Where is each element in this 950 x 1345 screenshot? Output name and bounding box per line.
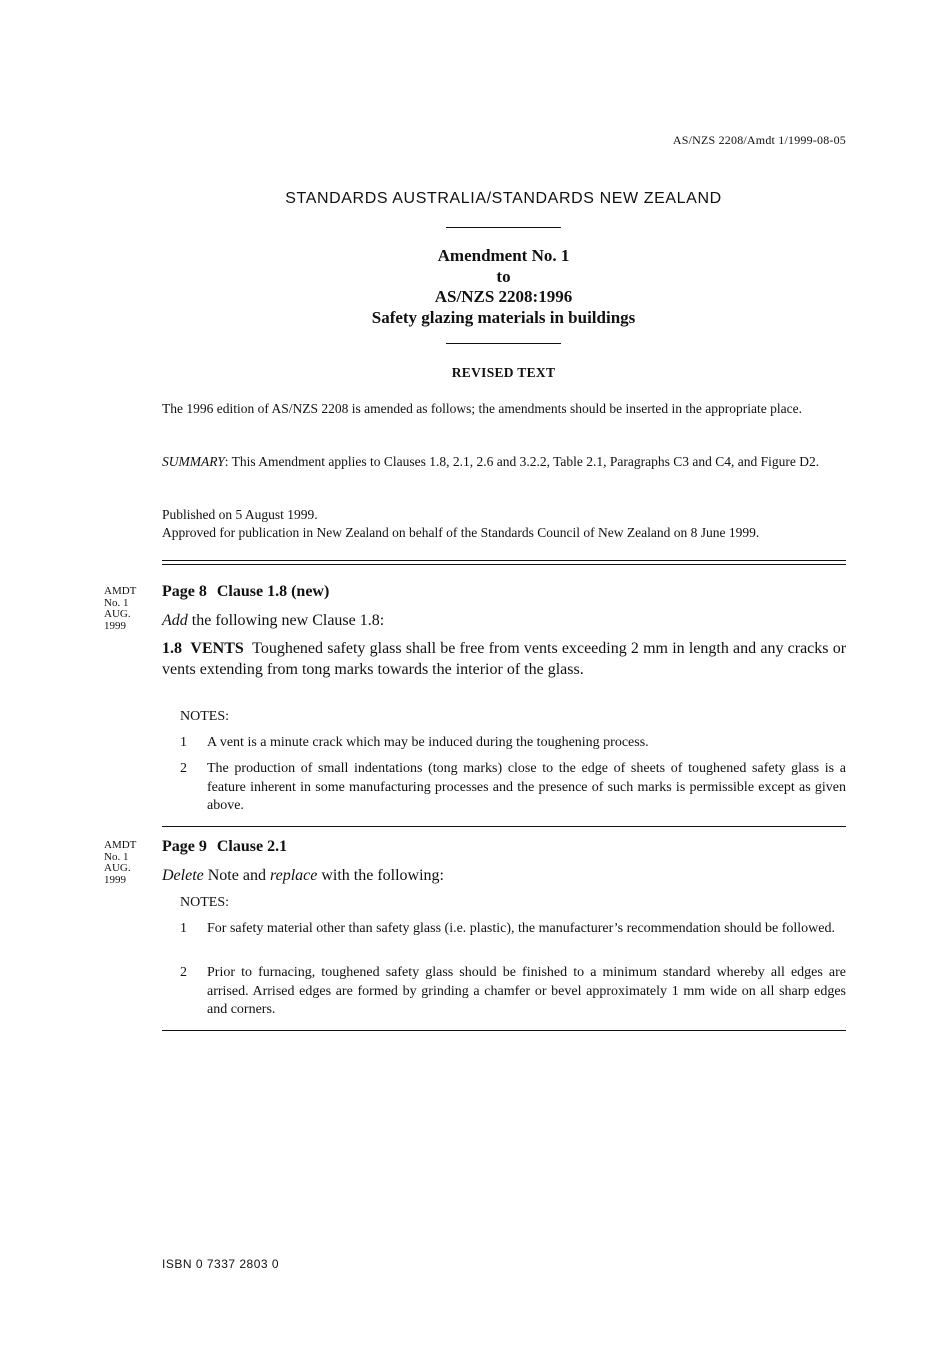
- amendment-margin-note: AMDT No. 1 AUG. 1999: [104, 839, 137, 886]
- note-item: 1 A vent is a minute crack which may be induced during the toughening process.: [180, 735, 649, 750]
- amendment-instruction: Delete Note and replace with the following:: [162, 867, 444, 884]
- amendment-title: [0, 246, 950, 328]
- title-divider-bottom: [446, 343, 561, 344]
- isbn: ISBN 0 7337 2803 0: [162, 1257, 280, 1271]
- note-item: 2 The production of small indentations (tong marks) close to the edge of sheets of toughened safety glass is a feature inherent in some manufacturing processes and the presence of such marks is permissible except as given above.: [180, 761, 846, 813]
- clause-title: VENTS: [190, 640, 244, 657]
- amendment-heading: [162, 583, 335, 601]
- notes-label: NOTES:: [180, 709, 229, 724]
- intro-double-rule: [162, 560, 846, 565]
- clause-ref: Clause 2.1: [216, 838, 288, 855]
- publication-info: [162, 506, 846, 542]
- summary-paragraph: [162, 453, 846, 471]
- note-item: 2 Prior to furnacing, toughened safety glass should be finished to a minimum standard whereby all edges are arrised. Arrised edges are formed by grinding a chamfer or bevel approximately 1 mm wide on all sharp edges and corners.: [180, 965, 846, 1017]
- published-date: Published on 5 August 1999.: [162, 507, 318, 522]
- title-line-1: Amendment No. 1: [437, 246, 570, 265]
- intro-paragraph: The 1996 edition of AS/NZS 2208 is amended as follows; the amendments should be inserted in the appropriate place.: [162, 401, 802, 416]
- amendment-heading: [162, 838, 293, 856]
- page-ref: Page 8: [162, 583, 207, 600]
- section-rule: [162, 826, 846, 827]
- note-item: 1 For safety material other than safety glass (i.e. plastic), the manufacturer’s recommendation should be followed.: [180, 921, 835, 936]
- document-reference: AS/NZS 2208/Amdt 1/1999-08-05: [672, 133, 846, 147]
- clause-ref: Clause 1.8 (new): [216, 583, 330, 600]
- summary-text: : This Amendment applies to Clauses 1.8, 2.1, 2.6 and 3.2.2, Table 2.1, Paragraphs C3 and C4, and Figure D2.: [224, 454, 820, 469]
- clause-1-8: [162, 639, 846, 680]
- amendment-instruction: Add the following new Clause 1.8:: [162, 612, 385, 629]
- summary-label: SUMMARY: [162, 454, 225, 469]
- clause-number: 1.8: [162, 640, 182, 657]
- clause-text: Toughened safety glass shall be free from vents exceeding 2 mm in length and any cracks or vents extending from tong marks towards the interior of the glass.: [162, 640, 847, 678]
- amendment-margin-note: AMDT No. 1 AUG. 1999: [104, 585, 137, 632]
- revised-text-heading: REVISED TEXT: [451, 365, 556, 380]
- section-rule: [162, 1030, 846, 1031]
- title-divider-top: [446, 227, 561, 228]
- page-ref: Page 9: [162, 838, 207, 855]
- organization-name: STANDARDS AUSTRALIA/STANDARDS NEW ZEALAND: [285, 190, 722, 207]
- title-line-3: AS/NZS 2208:1996: [434, 287, 573, 306]
- title-line-4: Safety glazing materials in buildings: [371, 307, 636, 327]
- approval-statement: Approved for publication in New Zealand on behalf of the Standards Council of New Zealand on 8 June 1999.: [162, 525, 760, 540]
- notes-label: NOTES:: [180, 895, 229, 910]
- title-line-2: to: [496, 266, 511, 286]
